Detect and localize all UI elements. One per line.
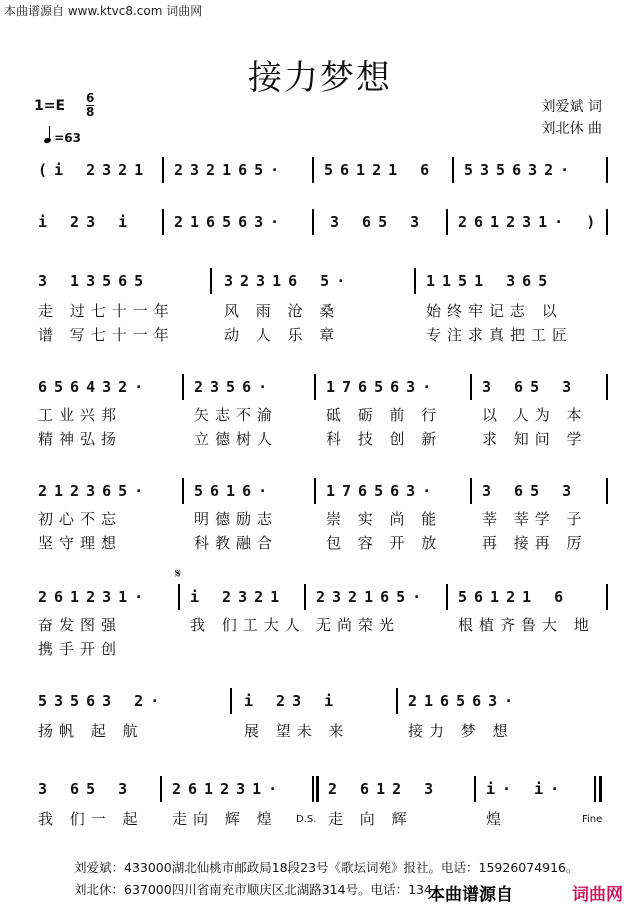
measure: (i 2321 [38, 161, 151, 179]
quarter-note-icon [43, 137, 51, 144]
tempo-mark [44, 130, 81, 145]
score-row-3 [34, 272, 608, 294]
score-row-5 [34, 482, 608, 504]
tempo-value: =63 [54, 131, 81, 145]
source-logo: 本曲谱源自 [428, 885, 513, 905]
measure: 216563· [174, 213, 287, 231]
lyricist-credit: 刘爱斌 词 [541, 99, 602, 115]
score-row-8 [34, 780, 608, 802]
score-row-1 [34, 161, 608, 183]
measure: 216563· [408, 692, 521, 710]
footer-composer-contact: 刘北休：637000四川省南充市顺庆区北湖路314号。电话：134 [74, 882, 432, 897]
measure: 56121 6 [458, 588, 571, 606]
lyrics-row-3b: 谱 写七十一年 动 人 乐 章 专注求真把工匠 [38, 326, 574, 344]
fine-mark: Fine [582, 814, 603, 825]
measure: 232165· [316, 588, 429, 606]
lyrics-row-8a: 我 们一 起 走向 辉 煌 D.S. 走 向 辉 煌 Fine [38, 810, 603, 828]
score-row-7 [34, 692, 608, 714]
score-row-2 [34, 213, 608, 235]
measure: i 23 i [244, 692, 341, 710]
segno-icon: 𝄋 [175, 566, 182, 582]
da-segno: D.S. [296, 814, 317, 825]
song-title: 接力梦想 [248, 58, 392, 98]
measure: 2 612 3 [328, 780, 441, 798]
measure: 5616· [194, 482, 275, 500]
measure: 1151 365 [426, 272, 555, 290]
measure: 3 65 3 [330, 213, 427, 231]
key-signature: 1=E [34, 98, 66, 114]
lyrics-row-6a: 奋发图强 我 们工大人 无尚荣光 根植齐鲁大 地 [38, 616, 595, 634]
measure: 232165· [174, 161, 287, 179]
meter-top: 6 [86, 91, 95, 105]
measure: i 23 i [38, 213, 135, 231]
watermark: 本曲谱源自 www.ktvc8.com 词曲网 [4, 4, 203, 18]
measure: 656432· [38, 378, 151, 396]
measure: i· i· [486, 780, 567, 798]
measure: i 2321 [190, 588, 287, 606]
measure: 3 65 3 [38, 780, 135, 798]
site-logo: 词曲网 [572, 885, 623, 905]
measure: 212365· [38, 482, 151, 500]
lyrics-row-4a: 工业兴邦 矢志不渝 砥 砺 前 行 以 人为 本 [38, 406, 588, 424]
measure: 261231· [38, 588, 151, 606]
measure: 2356· [194, 378, 275, 396]
measure: 3 13565 [38, 272, 151, 290]
lyrics-row-6b: 携手开创 [38, 640, 123, 658]
footer-lyricist-contact: 刘爱斌：433000湖北仙桃市邮政局18段23号《歌坛词苑》报社。电话：15926074916。 [74, 860, 579, 875]
measure: 3 65 3 [482, 378, 579, 396]
measure: 32316 5· [224, 272, 353, 290]
lyrics-row-7a: 扬帆 起 航 展 望未 来 接力 梦 想 [38, 722, 514, 740]
lyrics-row-5b: 坚守理想 科教融合 包 容 开 放 再 接再 厉 [38, 534, 588, 552]
lyrics-row-4b: 精神弘扬 立德树人 科 技 创 新 求 知问 学 [38, 430, 588, 448]
score-row-6 [34, 588, 608, 610]
measure: 3 65 3 [482, 482, 579, 500]
measure: 53563 2· [38, 692, 167, 710]
measure: 56121 6 [324, 161, 437, 179]
composer-credit: 刘北休 曲 [541, 121, 602, 137]
measure: 261231· ) [458, 213, 603, 231]
lyrics-row-5a: 初心不忘 明德励志 崇 实 尚 能 莘 莘学 子 [38, 510, 588, 528]
meter-bottom: 8 [86, 105, 95, 119]
time-signature [86, 92, 94, 119]
measure: 261231· [172, 780, 285, 798]
measure: 176563· [326, 482, 439, 500]
measure: 535632· [464, 161, 577, 179]
score-row-4 [34, 378, 608, 400]
lyrics-row-3a: 走 过七十一年 风 雨 沧 桑 始终牢记志 以 [38, 302, 563, 320]
measure: 176563· [326, 378, 439, 396]
